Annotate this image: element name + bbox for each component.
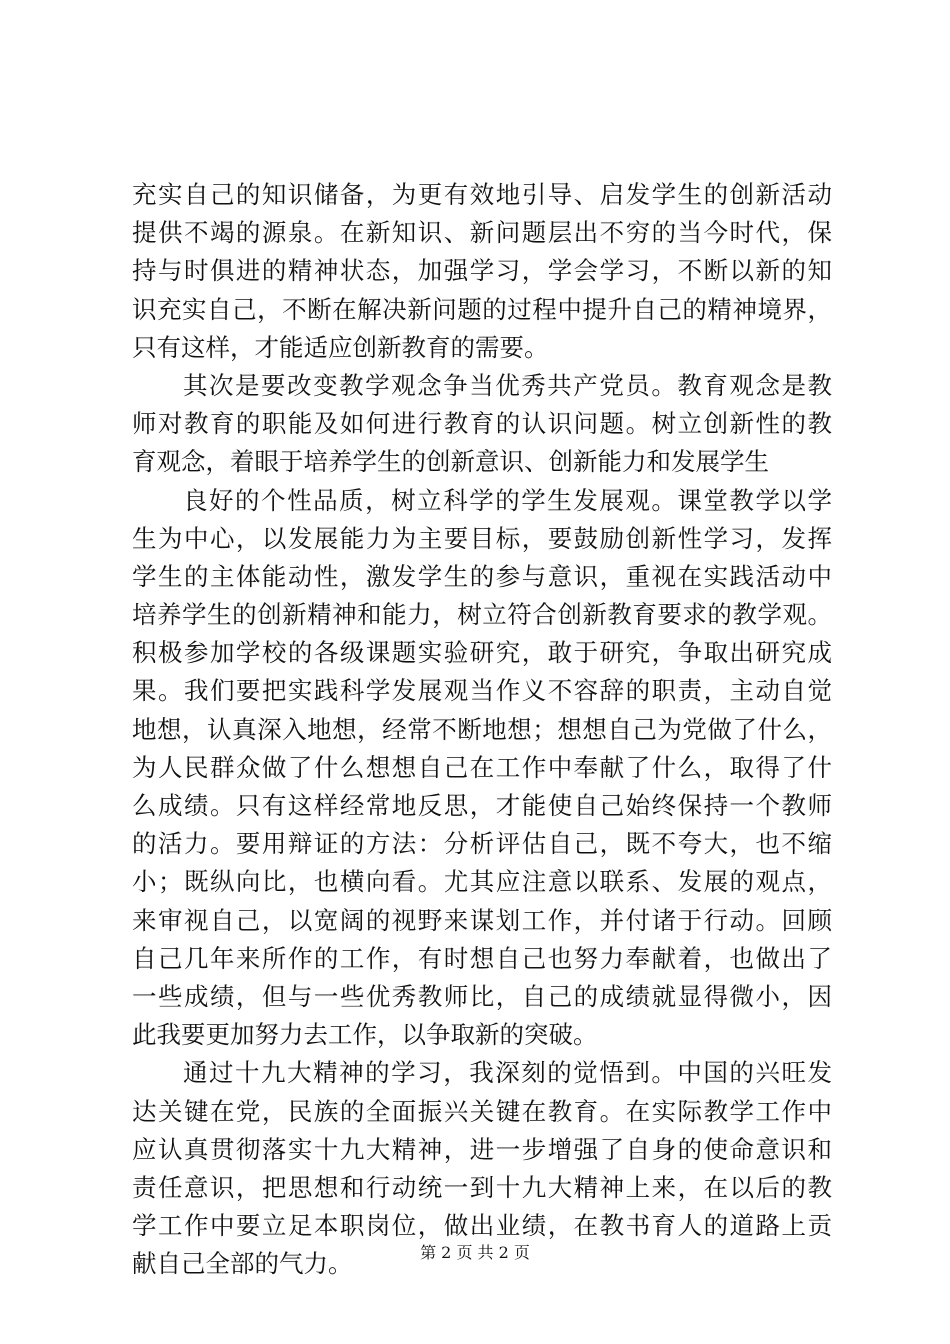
text-line: 通过十九大精神的学习，我深刻的觉悟到。中国的兴旺发 [183, 1058, 832, 1088]
text-line: 生为中心，以发展能力为主要目标，要鼓励创新性学习，发挥 [132, 523, 832, 553]
text-line: 自己几年来所作的工作，有时想自己也努力奉献着，也做出了 [132, 943, 832, 973]
text-line: 地想，认真深入地想，经常不断地想；想想自己为党做了什么， [132, 714, 832, 744]
text-line: 达关键在党，民族的全面振兴关键在教育。在实际教学工作中 [132, 1096, 832, 1126]
text-line: 良好的个性品质，树立科学的学生发展观。课堂教学以学 [183, 485, 832, 515]
text-line: 应认真贯彻落实十九大精神，进一步增强了自身的使命意识和 [132, 1134, 832, 1164]
text-line: 培养学生的创新精神和能力，树立符合创新教育要求的教学观。 [132, 600, 832, 630]
text-line: 一些成绩，但与一些优秀教师比，自己的成绩就显得微小，因 [132, 981, 832, 1011]
text-line: 只有这样，才能适应创新教育的需要。 [132, 332, 549, 362]
text-line: 来审视自己，以宽阔的视野来谋划工作，并付诸于行动。回顾 [132, 905, 832, 935]
text-line: 学生的主体能动性，激发学生的参与意识，重视在实践活动中 [132, 561, 832, 591]
text-line: 么成绩。只有这样经常地反思，才能使自己始终保持一个教师 [132, 791, 832, 820]
text-line: 为人民群众做了什么想想自己在工作中奉献了什么，取得了什 [132, 752, 832, 782]
text-line: 积极参加学校的各级课题实验研究，敢于研究，争取出研究成 [132, 638, 832, 668]
text-line: 学工作中要立足本职岗位，做出业绩，在教书育人的道路上贡 [132, 1211, 832, 1241]
text-line: 持与时俱进的精神状态，加强学习，学会学习，不断以新的知 [132, 256, 832, 286]
text-line: 的活力。要用辩证的方法：分析评估自己，既不夸大，也不缩 [132, 829, 832, 859]
text-line: 育观念，着眼于培养学生的创新意识、创新能力和发展学生 [132, 447, 769, 477]
text-line: 识充实自己，不断在解决新问题的过程中提升自己的精神境界， [132, 294, 832, 324]
text-line: 责任意识，把思想和行动统一到十九大精神上来，在以后的教 [132, 1172, 832, 1202]
page-footer: 第 2 页 共 2 页 [420, 1243, 530, 1262]
text-line: 果。我们要把实践科学发展观当作义不容辞的职责，主动自觉 [132, 676, 832, 706]
text-line: 小；既纵向比，也横向看。尤其应注意以联系、发展的观点， [132, 867, 832, 897]
text-line: 此我要更加努力去工作，以争取新的突破。 [132, 1020, 598, 1050]
text-line: 提供不竭的源泉。在新知识、新问题层出不穷的当今时代，保 [132, 218, 832, 248]
text-line: 其次是要改变教学观念争当优秀共产党员。教育观念是教 [183, 370, 832, 400]
body-text [132, 176, 832, 1283]
text-line: 充实自己的知识储备，为更有效地引导、启发学生的创新活动 [132, 180, 832, 209]
text-line: 献自己全部的气力。 [132, 1249, 353, 1279]
text-line: 师对教育的职能及如何进行教育的认识问题。树立创新性的教 [132, 409, 832, 439]
